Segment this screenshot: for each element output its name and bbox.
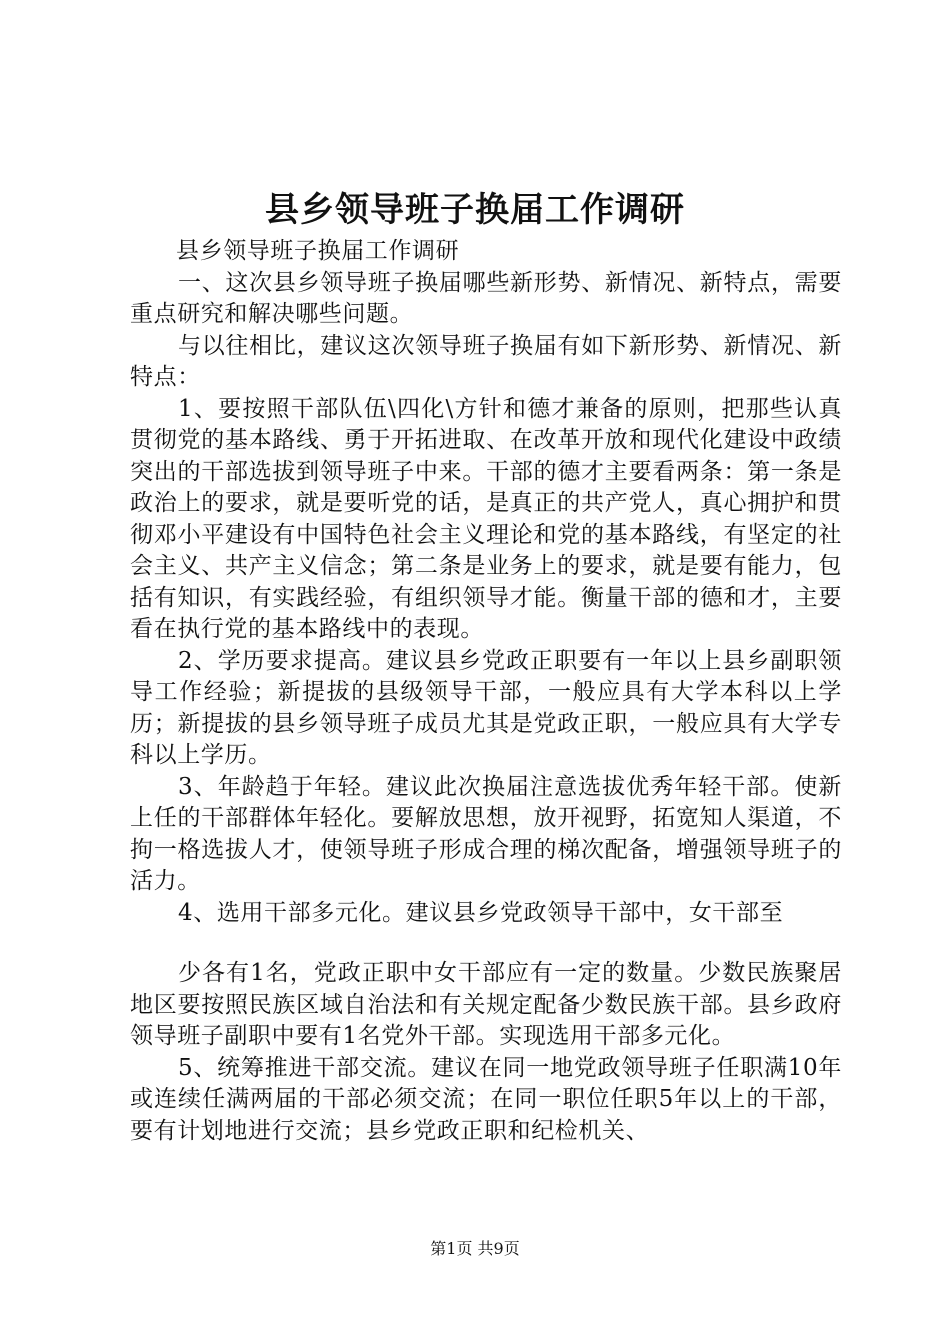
document-body-upper [130,236,842,929]
document-body-lower [130,958,842,1147]
paragraph-item-1: 1、要按照干部队伍\四化\方针和德才兼备的原则，把那些认真贯彻党的基本路线、勇于开拓进取、在改革开放和现代化建设中政绩突出的干部选拔到领导班子中来。干部的德才主要看两条：第一条是政治上的要求，就是要听党的话，是真正的共产党人，真心拥护和贯彻邓小平建设有中国特色社会主义理论和党的基本路线，有坚定的社会主义、共产主义信念；第二条是业务上的要求，就是要有能力，包括有知识，有实践经验，有组织领导才能。衡量干部的德和才，主要看在执行党的基本路线中的表现。 [130,395,842,642]
paragraph-section-one: 一、这次县乡领导班子换届哪些新形势、新情况、新特点，需要重点研究和解决哪些问题。 [130,269,842,327]
paragraph-item-4-continued: 少各有1名，党政正职中女干部应有一定的数量。少数民族聚居地区要按照民族区域自治法和有关规定配备少数民族干部。县乡政府领导班子副职中要有1名党外干部。实现选用干部多元化。 [130,960,842,1049]
document-title: 县乡领导班子换届工作调研 [265,190,685,230]
paragraph-subtitle: 县乡领导班子换届工作调研 [176,238,460,264]
page-number-footer: 第1页 共9页 [430,1239,520,1258]
paragraph-intro: 与以往相比，建议这次领导班子换届有如下新形势、新情况、新特点： [130,332,842,390]
paragraph-item-4-start: 4、选用干部多元化。建议县乡党政领导干部中，女干部至 [178,899,784,926]
paragraph-item-5: 5、统筹推进干部交流。建议在同一地党政领导班子任职满10年或连续任满两届的干部必须交流；在同一职位任职5年以上的干部，要有计划地进行交流；县乡党政正职和纪检机关、 [130,1054,842,1144]
paragraph-item-2: 2、学历要求提高。建议县乡党政正职要有一年以上县乡副职领导工作经验；新提拔的县级领导干部，一般应具有大学本科以上学历；新提拔的县乡领导班子成员尤其是党政正职，一般应具有大学专科以上学历。 [130,647,842,768]
paragraph-item-3: 3、年龄趋于年轻。建议此次换届注意选拔优秀年轻干部。使新上任的干部群体年轻化。要解放思想，放开视野，拓宽知人渠道，不拘一格选拔人才，使领导班子形成合理的梯次配备，增强领导班子的活力。 [130,773,842,894]
